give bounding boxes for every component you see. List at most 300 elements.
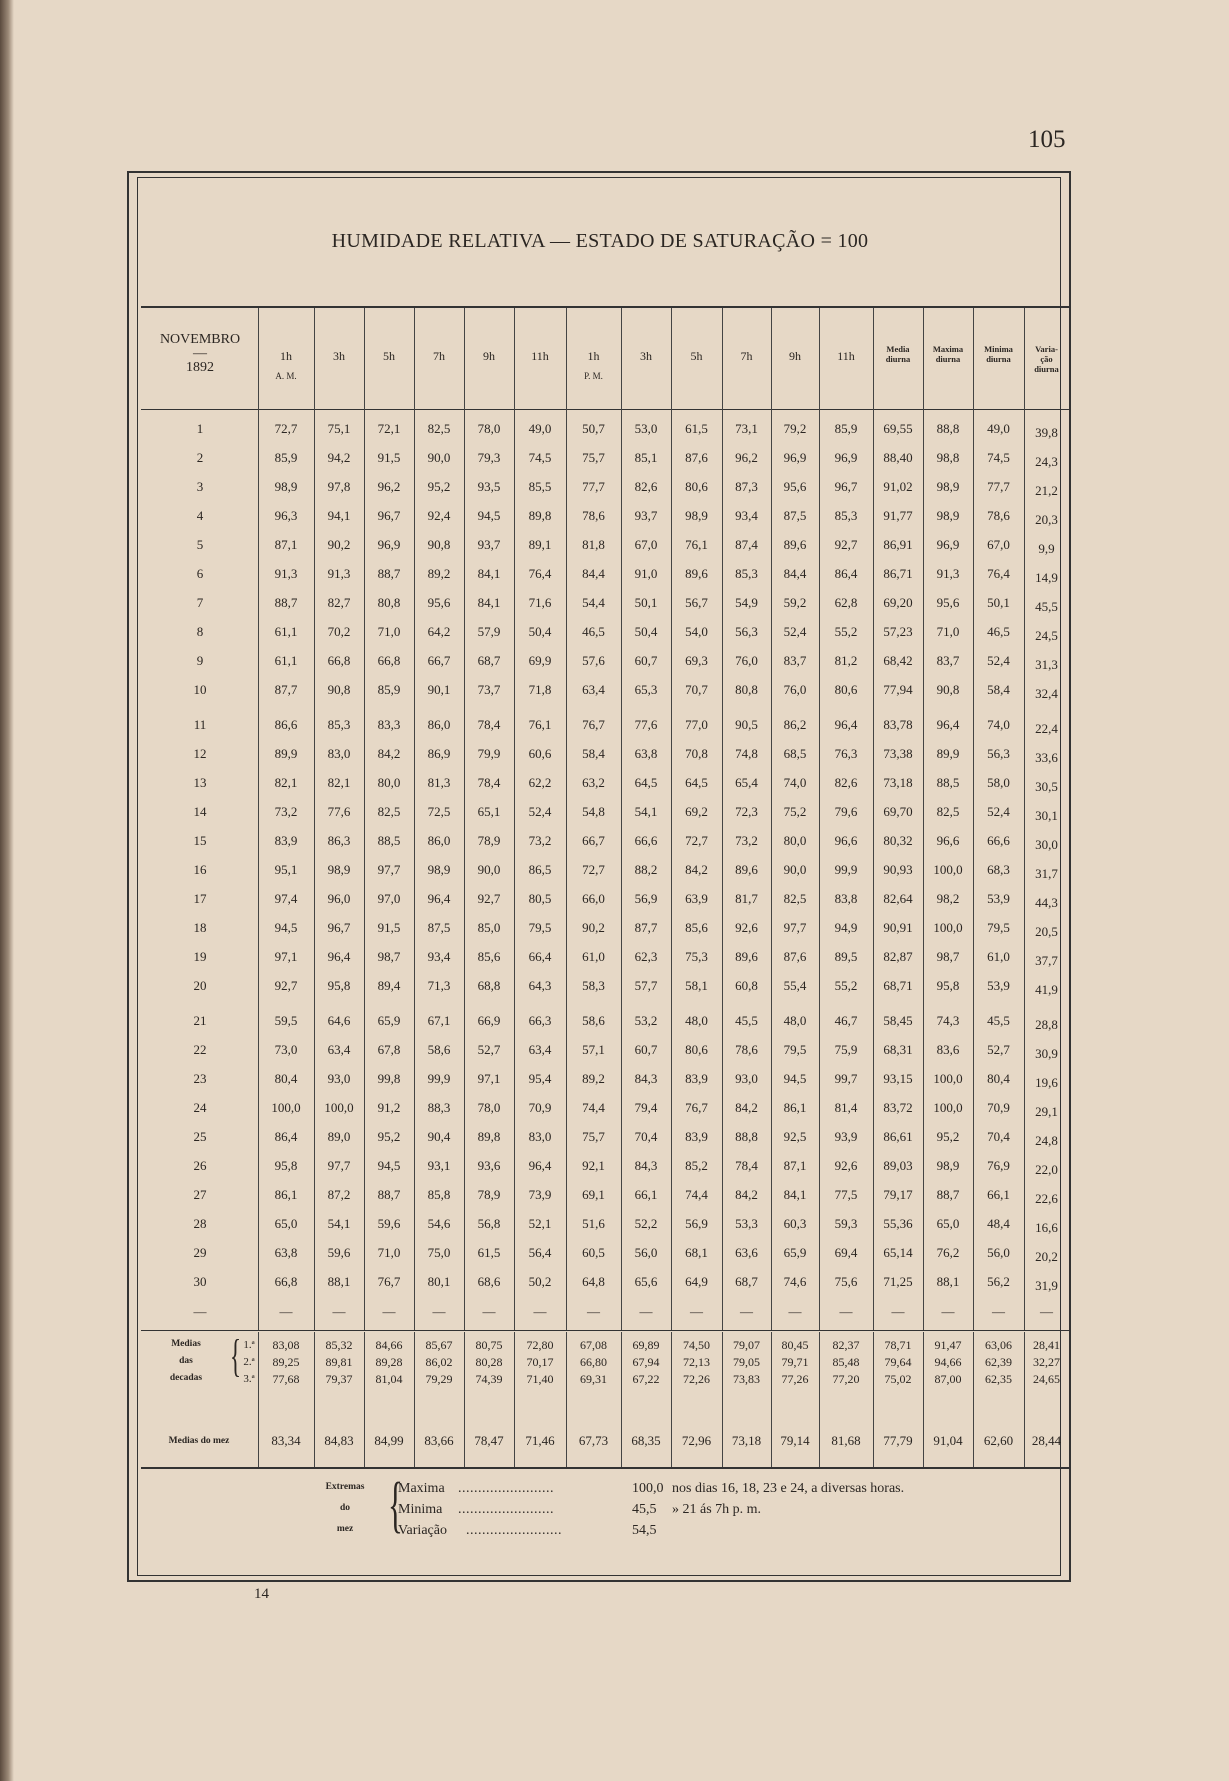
row-separator-dash: —: [740, 1304, 753, 1319]
table-cell: 70,4: [987, 1129, 1010, 1144]
table-cell: 96,9: [377, 537, 401, 552]
decade-mean-cell: 70,17: [526, 1355, 554, 1369]
month-mean-cell: 72,96: [681, 1433, 712, 1448]
extremes-label: do: [339, 1503, 351, 1513]
decade-mean-cell: 62,39: [985, 1355, 1012, 1369]
day-number: 9: [196, 653, 204, 668]
table-cell: 89,8: [528, 508, 552, 523]
row-separator-dash: —: [482, 1304, 496, 1319]
extreme-dots: ........................: [458, 1502, 554, 1517]
table-cell: 89,9: [274, 746, 298, 761]
table-cell: 90,5: [735, 717, 758, 732]
table-cell: 83,9: [685, 1129, 708, 1144]
table-cell: 60,3: [783, 1216, 807, 1231]
table-cell: 59,6: [327, 1245, 351, 1260]
table-cell: 91,2: [377, 1100, 401, 1115]
row-separator-dash: —: [992, 1304, 1005, 1319]
table-cell: 86,0: [427, 717, 451, 732]
row-separator-dash: —: [1040, 1304, 1053, 1319]
table-cell: 81,3: [427, 775, 451, 790]
table-cell: 82,5: [377, 804, 401, 819]
table-cell: 82,5: [427, 421, 451, 436]
table-cell: 57,23: [883, 624, 913, 639]
table-cell: 91,3: [327, 566, 351, 581]
table-cell: 96,4: [528, 1158, 552, 1173]
table-cell: 30,0: [1035, 837, 1058, 852]
table-cell: 54,1: [327, 1216, 351, 1231]
table-cell: 89,0: [327, 1129, 351, 1144]
decade-mean-cell: 81,04: [375, 1372, 403, 1386]
table-cell: 30,5: [1035, 779, 1058, 794]
table-cell: 94,5: [783, 1071, 807, 1086]
table-cell: 80,6: [834, 682, 858, 697]
month-mean-cell: 81,68: [831, 1433, 861, 1448]
column-header-4: 7h: [433, 349, 445, 363]
decade-mean-cell: 77,20: [832, 1372, 860, 1386]
table-cell: 88,7: [377, 1187, 401, 1202]
column-header-7: 1h: [587, 349, 600, 363]
day-number: 22: [193, 1042, 207, 1057]
table-cell: 80,4: [274, 1071, 298, 1086]
table-cell: 68,7: [477, 653, 501, 668]
row-separator-dash: —: [193, 1304, 207, 1319]
table-cell: 22,4: [1035, 721, 1058, 736]
table-cell: 90,2: [327, 537, 351, 552]
column-header-8: 3h: [640, 349, 652, 363]
table-cell: 69,2: [685, 804, 708, 819]
table-cell: 73,9: [528, 1187, 552, 1202]
table-cell: 93,5: [477, 479, 501, 494]
month-mean-cell: 78,47: [474, 1433, 504, 1448]
table-cell: 59,6: [377, 1216, 401, 1231]
year-label: 1892: [186, 360, 214, 375]
decade-mean-cell: 89,28: [375, 1355, 403, 1369]
decade-mean-cell: 74,39: [475, 1372, 503, 1386]
decade-mean-cell: 82,37: [832, 1338, 860, 1352]
table-cell: 68,6: [477, 1274, 501, 1289]
decade-mean-cell: 80,28: [475, 1355, 503, 1369]
table-cell: 65,0: [274, 1216, 298, 1231]
table-cell: 60,5: [582, 1245, 605, 1260]
table-cell: 69,1: [582, 1187, 605, 1202]
table-cell: 54,0: [685, 624, 708, 639]
decade-mean-cell: 91,47: [934, 1338, 962, 1352]
table-cell: 76,0: [735, 653, 758, 668]
table-cell: 52,4: [783, 624, 807, 639]
decade-mean-cell: 77,26: [781, 1372, 809, 1386]
table-cell: 61,0: [987, 949, 1010, 964]
table-cell: 41,9: [1035, 982, 1058, 997]
table-cell: 68,5: [783, 746, 807, 761]
table-cell: 83,0: [327, 746, 351, 761]
table-cell: 91,77: [883, 508, 913, 523]
row-separator-dash: —: [279, 1304, 293, 1319]
table-cell: 63,2: [582, 775, 605, 790]
table-cell: 44,3: [1035, 895, 1058, 910]
column-header-9: 5h: [690, 349, 703, 363]
table-cell: 58,0: [987, 775, 1010, 790]
decade-mean-cell: 79,05: [733, 1355, 760, 1369]
table-cell: 30,1: [1035, 808, 1058, 823]
table-cell: 50,1: [987, 595, 1010, 610]
table-cell: 95,2: [377, 1129, 401, 1144]
table-cell: 68,71: [883, 978, 913, 993]
table-cell: 89,6: [735, 862, 758, 877]
month-mean-cell: 84,83: [324, 1433, 354, 1448]
table-cell: 85,1: [634, 450, 658, 465]
table-cell: 87,4: [735, 537, 758, 552]
decade-mean-cell: 72,13: [683, 1355, 710, 1369]
table-cell: 96,7: [327, 920, 351, 935]
extreme-name: Maxima: [398, 1481, 445, 1496]
table-cell: 88,7: [377, 566, 401, 581]
table-cell: 79,9: [477, 746, 501, 761]
table-cell: 60,7: [634, 653, 658, 668]
table-cell: 98,7: [377, 949, 401, 964]
extreme-name: Variação: [398, 1523, 447, 1538]
table-cell: 48,0: [685, 1013, 708, 1028]
table-cell: 79,5: [783, 1042, 807, 1057]
table-cell: 86,71: [883, 566, 913, 581]
table-cell: 62,8: [834, 595, 858, 610]
table-cell: 49,0: [987, 421, 1010, 436]
table-cell: 73,2: [274, 804, 298, 819]
table-cell: 83,9: [274, 833, 298, 848]
table-cell: 29,1: [1035, 1104, 1058, 1119]
table-cell: 95,6: [427, 595, 451, 610]
table-cell: 52,7: [987, 1042, 1010, 1057]
table-cell: 91,02: [883, 479, 913, 494]
column-header-5: 9h: [483, 349, 495, 363]
decade-mean-cell: 80,75: [475, 1338, 503, 1352]
table-cell: 92,7: [274, 978, 298, 993]
table-cell: 93,4: [735, 508, 758, 523]
row-separator-dash: —: [788, 1304, 802, 1319]
header-top-rule: [141, 306, 1069, 308]
decade-mean-cell: 69,89: [632, 1338, 660, 1352]
decade-label: 3.ª: [243, 1373, 255, 1385]
decade-mean-cell: 75,02: [884, 1372, 912, 1386]
table-cell: 65,1: [477, 804, 501, 819]
table-cell: 32,4: [1035, 686, 1058, 701]
table-cell: 74,5: [987, 450, 1010, 465]
column-header-sub-14: diurna: [935, 354, 961, 364]
table-cell: 86,2: [783, 717, 807, 732]
decade-mean-cell: 89,25: [272, 1355, 300, 1369]
table-cell: 61,5: [685, 421, 708, 436]
table-cell: 97,7: [377, 862, 401, 877]
table-cell: 83,6: [936, 1042, 960, 1057]
column-header-13: Media: [886, 344, 910, 354]
table-cell: 56,9: [634, 891, 658, 906]
table-cell: 75,3: [685, 949, 708, 964]
month-dash: —: [193, 346, 207, 361]
table-title: HUMIDADE RELATIVA — ESTADO DE SATURAÇÃO = 100: [331, 230, 869, 252]
table-cell: 75,1: [327, 421, 351, 436]
table-cell: 99,8: [377, 1071, 401, 1086]
row-separator-dash: —: [332, 1304, 346, 1319]
table-cell: 71,3: [427, 978, 451, 993]
table-cell: 68,3: [987, 862, 1010, 877]
table-cell: 96,4: [327, 949, 351, 964]
table-cell: 70,7: [685, 682, 708, 697]
table-cell: 76,2: [936, 1245, 960, 1260]
row-separator-dash: —: [587, 1304, 600, 1319]
month-mean-cell: 67,73: [578, 1433, 609, 1448]
extreme-note: nos dias 16, 18, 23 e 24, a diversas horas.: [672, 1481, 905, 1496]
table-cell: 45,5: [735, 1013, 758, 1028]
day-number: 15: [193, 833, 207, 848]
table-cell: 64,8: [582, 1274, 605, 1289]
decade-mean-cell: 89,81: [325, 1355, 353, 1369]
column-header-sub-15: diurna: [986, 354, 1011, 364]
table-cell: 76,1: [685, 537, 708, 552]
table-cell: 53,3: [735, 1216, 758, 1231]
table-cell: 50,7: [582, 421, 605, 436]
table-cell: 72,7: [685, 833, 708, 848]
table-cell: 91,0: [634, 566, 658, 581]
table-cell: 52,4: [528, 804, 552, 819]
decade-mean-cell: 32,27: [1033, 1355, 1060, 1369]
decade-mean-cell: 78,71: [884, 1338, 912, 1352]
table-cell: 58,4: [987, 682, 1010, 697]
table-cell: 22,0: [1035, 1162, 1058, 1177]
table-cell: 56,7: [685, 595, 708, 610]
table-cell: 74,6: [783, 1274, 807, 1289]
table-cell: 97,4: [274, 891, 298, 906]
table-cell: 84,1: [477, 566, 501, 581]
table-cell: 100,0: [324, 1100, 354, 1115]
decade-mean-cell: 24,65: [1033, 1372, 1060, 1386]
table-cell: 80,1: [427, 1274, 451, 1289]
table-cell: 88,8: [936, 421, 960, 436]
table-cell: 63,8: [274, 1245, 298, 1260]
table-cell: 75,6: [834, 1274, 858, 1289]
table-cell: 65,6: [634, 1274, 658, 1289]
table-cell: 79,3: [477, 450, 501, 465]
row-separator-dash: —: [533, 1304, 547, 1319]
table-cell: 75,7: [582, 1129, 605, 1144]
table-cell: 86,61: [883, 1129, 913, 1144]
table-cell: 97,0: [377, 891, 401, 906]
decade-mean-cell: 74,50: [683, 1338, 710, 1352]
decade-label: 2.ª: [243, 1356, 255, 1368]
table-cell: 66,0: [582, 891, 605, 906]
table-cell: 64,5: [685, 775, 708, 790]
table-cell: 65,9: [783, 1245, 807, 1260]
table-cell: 80,8: [377, 595, 401, 610]
table-cell: 9,9: [1038, 541, 1055, 556]
table-cell: 74,4: [685, 1187, 708, 1202]
table-cell: 85,2: [685, 1158, 708, 1173]
table-cell: 78,6: [582, 508, 605, 523]
table-cell: 85,9: [834, 421, 858, 436]
table-cell: 80,5: [528, 891, 552, 906]
table-cell: 68,7: [735, 1274, 758, 1289]
column-header-6: 11h: [531, 349, 549, 363]
table-cell: 100,0: [933, 1100, 963, 1115]
table-cell: 61,1: [274, 653, 298, 668]
month-mean-cell: 83,34: [271, 1433, 301, 1448]
column-header-sub2-16: diurna: [1034, 364, 1059, 374]
table-cell: 96,7: [834, 479, 858, 494]
table-cell: 24,8: [1035, 1133, 1058, 1148]
month-mean-cell: 91,04: [933, 1433, 963, 1448]
extremes-label: Extremas: [325, 1482, 365, 1492]
month-mean-cell: 68,35: [631, 1433, 661, 1448]
table-cell: 66,7: [427, 653, 451, 668]
day-number: 24: [193, 1100, 207, 1115]
table-cell: 83,8: [834, 891, 858, 906]
table-cell: 91,3: [274, 566, 298, 581]
day-number: 12: [193, 746, 207, 761]
table-cell: 55,2: [834, 978, 858, 993]
table-cell: 95,1: [274, 862, 298, 877]
table-cell: 96,6: [834, 833, 858, 848]
table-cell: 37,7: [1035, 953, 1058, 968]
table-cell: 65,4: [735, 775, 758, 790]
table-cell: 89,5: [834, 949, 858, 964]
table-cell: 88,2: [634, 862, 658, 877]
table-cell: 63,4: [327, 1042, 351, 1057]
row-separator-dash: —: [639, 1304, 653, 1319]
decade-mean-cell: 62,35: [985, 1372, 1012, 1386]
table-cell: 57,6: [582, 653, 605, 668]
extreme-dots: ........................: [466, 1523, 562, 1538]
table-cell: 59,3: [834, 1216, 858, 1231]
table-cell: 24,5: [1035, 628, 1058, 643]
table-cell: 69,55: [883, 421, 913, 436]
table-cell: 89,03: [883, 1158, 913, 1173]
table-cell: 64,6: [327, 1013, 351, 1028]
table-cell: 55,2: [834, 624, 858, 639]
table-cell: 66,8: [377, 653, 401, 668]
table-cell: 64,9: [685, 1274, 708, 1289]
table-cell: 100,0: [271, 1100, 301, 1115]
table-cell: 65,9: [377, 1013, 401, 1028]
table-cell: 58,45: [883, 1013, 913, 1028]
extreme-value: 45,5: [632, 1502, 657, 1517]
day-number: 7: [196, 595, 204, 610]
table-cell: 90,93: [883, 862, 913, 877]
table-cell: 89,9: [936, 746, 960, 761]
decade-mean-cell: 79,71: [781, 1355, 809, 1369]
table-cell: 82,1: [274, 775, 298, 790]
extremes-top-rule: [141, 1467, 1069, 1469]
table-cell: 74,0: [987, 717, 1010, 732]
table-cell: 96,2: [735, 450, 758, 465]
table-cell: 73,38: [883, 746, 913, 761]
table-cell: 93,15: [883, 1071, 913, 1086]
table-cell: 74,4: [582, 1100, 605, 1115]
day-number: 1: [196, 421, 204, 436]
table-cell: 87,7: [274, 682, 298, 697]
day-number: 29: [193, 1245, 207, 1260]
table-cell: 53,2: [634, 1013, 658, 1028]
table-cell: 67,0: [634, 537, 658, 552]
table-cell: 76,7: [685, 1100, 708, 1115]
table-cell: 77,0: [685, 717, 708, 732]
table-cell: 83,78: [883, 717, 913, 732]
table-cell: 66,4: [528, 949, 552, 964]
table-cell: 96,0: [327, 891, 351, 906]
table-cell: 96,9: [834, 450, 858, 465]
table-cell: 62,3: [634, 949, 658, 964]
decade-mean-cell: 79,37: [325, 1372, 353, 1386]
table-cell: 79,6: [834, 804, 858, 819]
decade-mean-cell: 84,66: [375, 1338, 403, 1352]
table-cell: 93,1: [427, 1158, 451, 1173]
table-cell: 81,8: [582, 537, 605, 552]
table-cell: 50,1: [634, 595, 658, 610]
month-mean-cell: 79,14: [780, 1433, 810, 1448]
table-cell: 75,9: [834, 1042, 858, 1057]
table-cell: 98,7: [936, 949, 960, 964]
table-cell: 45,5: [1035, 599, 1058, 614]
table-cell: 72,3: [735, 804, 758, 819]
table-cell: 96,4: [834, 717, 858, 732]
table-cell: 100,0: [933, 862, 963, 877]
table-cell: 90,0: [427, 450, 451, 465]
table-cell: 99,7: [834, 1071, 858, 1086]
table-cell: 66,6: [634, 833, 658, 848]
table-cell: 80,4: [987, 1071, 1010, 1086]
table-cell: 53,9: [987, 978, 1010, 993]
brace-glyph: {: [230, 1330, 242, 1381]
table-cell: 84,3: [634, 1158, 658, 1173]
month-means-label: Medias do mez: [168, 1436, 230, 1446]
day-number: 8: [196, 624, 204, 639]
table-cell: 61,1: [274, 624, 298, 639]
table-cell: 78,4: [477, 775, 501, 790]
table-cell: 57,7: [634, 978, 658, 993]
table-cell: 80,6: [685, 479, 708, 494]
table-cell: 86,6: [274, 717, 298, 732]
day-number: 18: [193, 920, 207, 935]
table-cell: 55,36: [883, 1216, 913, 1231]
table-cell: 71,25: [883, 1274, 913, 1289]
table-cell: 98,9: [685, 508, 708, 523]
table-cell: 92,6: [735, 920, 758, 935]
table-cell: 56,4: [528, 1245, 552, 1260]
table-cell: 75,7: [582, 450, 605, 465]
table-cell: 89,1: [528, 537, 552, 552]
table-cell: 99,9: [427, 1071, 451, 1086]
table-cell: 56,8: [477, 1216, 501, 1231]
table-cell: 93,9: [834, 1129, 858, 1144]
table-cell: 90,8: [936, 682, 960, 697]
table-cell: 94,5: [377, 1158, 401, 1173]
table-cell: 71,0: [377, 624, 401, 639]
table-cell: 63,4: [528, 1042, 552, 1057]
table-cell: 77,5: [834, 1187, 858, 1202]
table-cell: 66,6: [987, 833, 1010, 848]
decade-means-label: Medias: [171, 1339, 201, 1349]
table-cell: 69,20: [883, 595, 913, 610]
table-cell: 54,8: [582, 804, 605, 819]
table-cell: 70,2: [327, 624, 351, 639]
table-cell: 97,8: [327, 479, 351, 494]
table-cell: 76,4: [528, 566, 552, 581]
table-cell: 31,3: [1035, 657, 1058, 672]
table-cell: 89,4: [377, 978, 401, 993]
brace-glyph: {: [388, 1471, 403, 1539]
table-cell: 91,5: [377, 920, 401, 935]
table-cell: 58,3: [582, 978, 605, 993]
decade-mean-cell: 85,48: [832, 1355, 860, 1369]
table-cell: 97,1: [274, 949, 298, 964]
table-cell: 90,4: [427, 1129, 451, 1144]
